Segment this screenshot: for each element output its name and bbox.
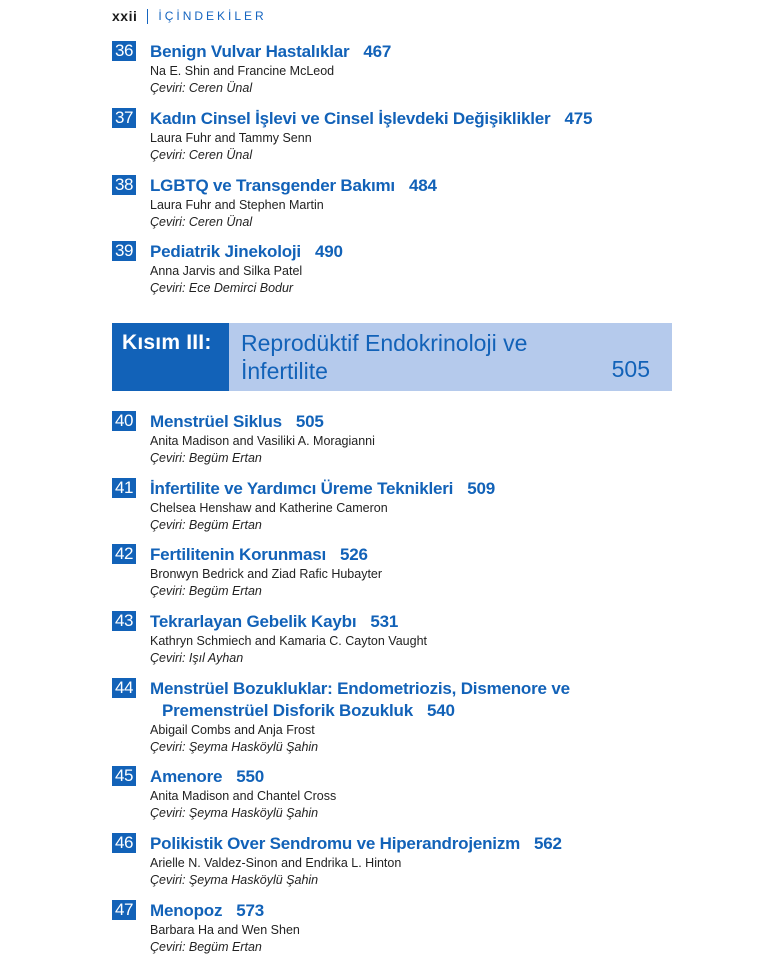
- chapter-page[interactable]: 490: [314, 242, 343, 261]
- chapter-authors: Laura Fuhr and Tammy Senn: [150, 131, 312, 145]
- chapter-title[interactable]: İnfertilite ve Yardımcı Üreme Teknikleri: [150, 479, 454, 498]
- chapter-translator: Çeviri: Ece Demirci Bodur: [150, 281, 294, 295]
- chapter-page[interactable]: 562: [534, 834, 562, 853]
- chapter-page[interactable]: 505: [295, 412, 324, 431]
- chapter-title[interactable]: Menstrüel Siklus: [150, 412, 282, 431]
- chapter-title[interactable]: LGBTQ ve Transgender Bakımı: [150, 176, 395, 195]
- chapter-title[interactable]: Tekrarlayan Gebelik Kaybı: [150, 612, 357, 631]
- chapter-number: 38: [112, 175, 136, 195]
- part-banner: [112, 323, 672, 391]
- chapter-page[interactable]: 526: [340, 545, 368, 564]
- chapter-translator: Çeviri: Şeyma Hasköylü Şahin: [150, 873, 319, 887]
- part-page[interactable]: 505: [611, 356, 650, 382]
- chapter-translator: Çeviri: Işıl Ayhan: [150, 651, 244, 665]
- chapter-authors: Anita Madison and Chantel Cross: [150, 789, 337, 803]
- chapter-translator: Çeviri: Şeyma Hasköylü Şahin: [150, 806, 319, 820]
- part-title[interactable]: [241, 329, 571, 385]
- section-title: İÇİNDEKİLER: [158, 9, 267, 23]
- toc-entry: [112, 411, 712, 467]
- chapter-authors: Barbara Ha and Wen Shen: [150, 923, 300, 937]
- chapter-title[interactable]: Fertilitenin Korunması: [150, 545, 327, 564]
- toc-entry: [112, 544, 712, 600]
- chapter-page[interactable]: 475: [564, 109, 593, 128]
- chapter-translator: Çeviri: Begüm Ertan: [150, 940, 262, 954]
- chapter-translator: Çeviri: Begüm Ertan: [150, 518, 262, 532]
- chapter-number: 45: [112, 766, 136, 786]
- chapter-title[interactable]: Menopoz: [150, 901, 223, 920]
- chapter-title[interactable]: Kadın Cinsel İşlevi ve Cinsel İşlevdeki Değişiklikler: [150, 109, 551, 128]
- chapter-number: 42: [112, 544, 136, 564]
- toc-entry: [112, 900, 712, 956]
- chapter-title[interactable]: Menstrüel Bozukluklar: Endometriozis, Dismenore ve: [150, 679, 570, 698]
- part-label: Kısım III:: [112, 323, 229, 391]
- chapter-page[interactable]: 550: [236, 767, 265, 786]
- chapter-authors: Na E. Shin and Francine McLeod: [150, 64, 335, 78]
- toc-entry: [112, 241, 712, 297]
- chapter-number: 40: [112, 411, 136, 431]
- chapter-translator: Çeviri: Ceren Ünal: [150, 215, 253, 229]
- toc-entry: [112, 833, 712, 889]
- chapter-translator: Çeviri: Begüm Ertan: [150, 451, 262, 465]
- chapter-page[interactable]: 484: [408, 176, 437, 195]
- part-title-box: [229, 323, 672, 391]
- chapter-page[interactable]: 509: [467, 479, 495, 498]
- chapter-authors: Anita Madison and Vasiliki A. Moragianni: [150, 434, 375, 448]
- chapter-number: 36: [112, 41, 136, 61]
- chapter-number: 44: [112, 678, 136, 698]
- chapter-authors: Arielle N. Valdez-Sinon and Endrika L. Hinton: [150, 856, 402, 870]
- chapter-page[interactable]: 573: [236, 901, 265, 920]
- chapter-translator: Çeviri: Ceren Ünal: [150, 148, 253, 162]
- part-title-line-1: Reprodüktif Endokrinoloji ve: [241, 330, 528, 356]
- chapter-authors: Kathryn Schmiech and Kamaria C. Cayton Vaught: [150, 634, 427, 648]
- chapter-title[interactable]: Benign Vulvar Hastalıklar: [150, 42, 350, 61]
- toc-entry: [112, 611, 712, 667]
- page-number: xxii: [112, 8, 138, 24]
- chapter-translator: Çeviri: Ceren Ünal: [150, 81, 253, 95]
- chapter-page[interactable]: 467: [363, 42, 392, 61]
- page-header: [112, 6, 267, 26]
- chapter-title-continued[interactable]: Premenstrüel Disforik Bozukluk: [162, 701, 413, 720]
- chapter-number: 43: [112, 611, 136, 631]
- toc-entry: [112, 108, 712, 164]
- chapter-number: 41: [112, 478, 136, 498]
- chapter-authors: Bronwyn Bedrick and Ziad Rafic Hubayter: [150, 567, 383, 581]
- chapter-page[interactable]: 531: [370, 612, 399, 631]
- toc-entry: [112, 678, 712, 756]
- toc-entry: [112, 175, 712, 231]
- toc-entry: [112, 766, 712, 822]
- part-title-line-2: İnfertilite: [241, 358, 328, 384]
- chapter-number: 39: [112, 241, 136, 261]
- toc-entry: [112, 41, 712, 97]
- toc-entry: [112, 478, 712, 534]
- header-divider: [147, 9, 148, 24]
- chapter-translator: Çeviri: Şeyma Hasköylü Şahin: [150, 740, 319, 754]
- chapter-authors: Laura Fuhr and Stephen Martin: [150, 198, 324, 212]
- chapter-authors: Chelsea Henshaw and Katherine Cameron: [150, 501, 388, 515]
- chapter-number: 37: [112, 108, 136, 128]
- chapter-authors: Anna Jarvis and Silka Patel: [150, 264, 303, 278]
- chapter-title[interactable]: Pediatrik Jinekoloji: [150, 242, 301, 261]
- chapter-number: 47: [112, 900, 136, 920]
- chapter-translator: Çeviri: Begüm Ertan: [150, 584, 262, 598]
- chapter-page[interactable]: 540: [426, 701, 455, 720]
- chapter-title[interactable]: Amenore: [150, 767, 223, 786]
- chapter-number: 46: [112, 833, 136, 853]
- chapter-authors: Abigail Combs and Anja Frost: [150, 723, 315, 737]
- chapter-title[interactable]: Polikistik Over Sendromu ve Hiperandrojenizm: [150, 834, 521, 853]
